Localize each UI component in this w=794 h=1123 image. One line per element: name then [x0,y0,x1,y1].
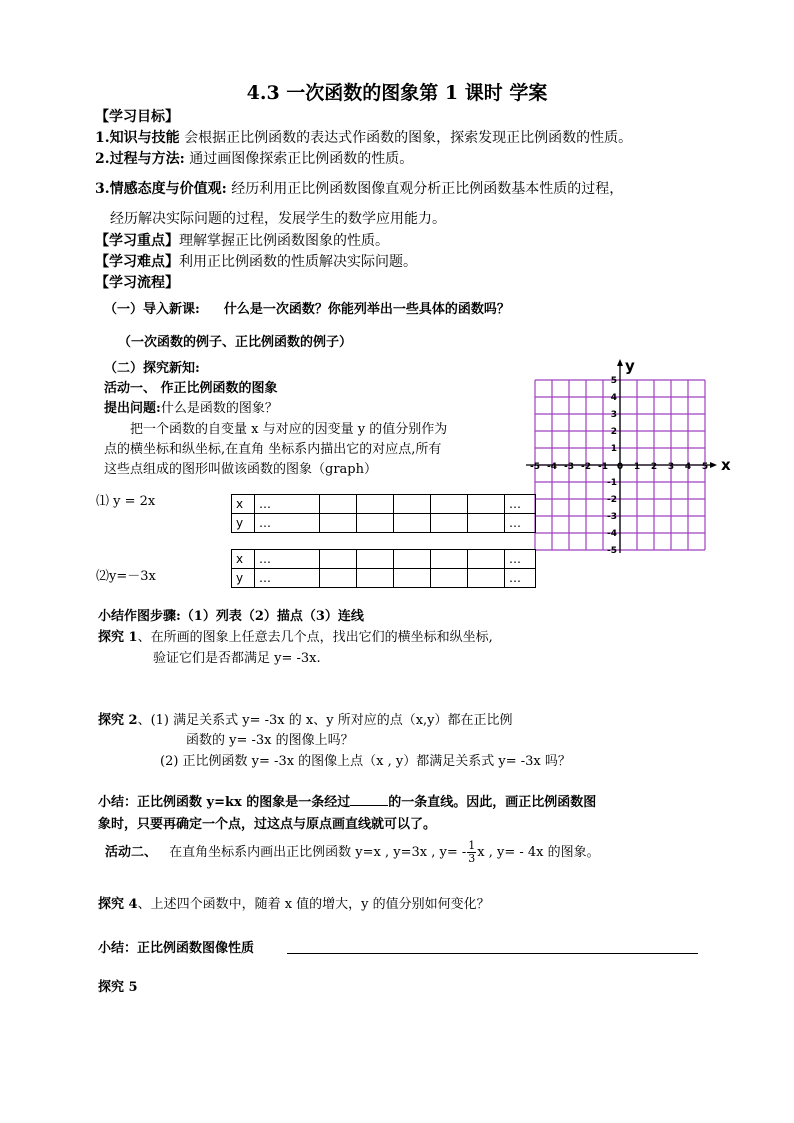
table-row [232,514,536,533]
x-tick-label: -4 [547,462,557,472]
x-tick-label: 1 [633,462,641,472]
y-tick-label: 1 [610,444,617,454]
objective-3-continued: 经历解决实际问题的过程，发展学生的数学应用能力。 [110,211,446,227]
activity-2 [105,840,600,866]
x-tick-label: 3 [667,462,675,472]
value-table-1 [231,494,536,533]
y-axis-arrow [617,359,623,366]
activity-2-label: 活动二、 [105,845,158,860]
page-title: 4.3 一次函数的图象第 1 课时 学案 [246,82,548,104]
objective-3-text: 经历利用正比例函数图像直观分析正比例函数基本性质的过程， [226,181,624,197]
table-cell[interactable] [320,569,357,588]
table-cell[interactable] [468,569,505,588]
summary-1-part-1: 小结：正比例函数 y=kx 的图象是一条经过 [98,795,351,810]
table-cell[interactable]: … [505,514,536,533]
value-table-2 [231,549,536,588]
probe-4 [98,893,490,912]
objective-2 [95,148,413,168]
table-cell[interactable] [468,514,505,533]
drawing-steps: 小结作图步骤:（1）列表（2）描点（3）连线 [98,609,364,624]
probe-2-label: 探究 2 [98,713,138,728]
probe-1 [98,626,493,645]
table-cell[interactable]: … [255,550,320,569]
table-cell[interactable] [431,569,468,588]
table-row [232,495,536,514]
table-cell[interactable] [357,495,394,514]
y-tick-label: 5 [610,376,617,386]
table-cell[interactable] [468,550,505,569]
y-tick-label: 3 [610,410,617,420]
question-label: 提出问题: [104,401,161,416]
answer-blank[interactable] [350,793,388,806]
difficulty-label: 【学习难点】 [95,254,179,270]
table-cell[interactable]: … [255,569,320,588]
y-tick-label: -4 [607,529,617,539]
probe-1-line-2: 验证它们是否都满足 y= -3x. [153,651,321,666]
objective-1-label: 1.知识与技能 [95,130,180,146]
x-tick-label: -1 [598,462,608,472]
y-tick-label: 2 [610,427,617,437]
probe-1-line-1: 、在所画的图象上任意去几个点，找出它们的横坐标和纵坐标, [137,630,493,645]
table-2-label: ⑵y=－3x [96,569,156,584]
table-cell[interactable] [431,495,468,514]
activity-2-text-1: 在直角坐标系内画出正比例函数 y=x , y=3x , y= - [169,845,467,860]
table-cell[interactable] [320,550,357,569]
table-row [232,569,536,588]
summary-1-line-2: 象时，只要再确定一个点，过这点与原点画直线就可以了。 [98,817,437,832]
table-cell[interactable]: … [505,569,536,588]
definition-line-3: 这些点组成的图形叫做该函数的图象（graph） [104,462,377,477]
keypoint-text: 理解掌握正比例函数图象的性质。 [179,233,389,249]
intro-line [104,298,510,317]
x-axis-label: x [721,456,731,474]
intro-label: （一）导入新课: [104,302,200,317]
summary-1 [98,791,596,810]
table-row-header: x [232,495,255,514]
definition-line-1: 把一个函数的自变量 x 与对应的因变量 y 的值分别作为 [130,422,448,437]
objective-3-label: 3.情感态度与价值观: [95,181,227,197]
x-tick-label: -2 [581,462,591,472]
table-row-header: x [232,550,255,569]
probe-4-text: 、上述四个函数中，随着 x 值的增大，y 的值分别如何变化？ [137,897,490,912]
table-row [232,550,536,569]
objective-1 [95,127,632,147]
table-cell[interactable] [394,569,431,588]
x-tick-label: 5 [701,462,709,472]
fraction-denominator: 3 [468,852,476,865]
fraction-one-third [467,840,476,865]
y-tick-label: -2 [607,495,617,505]
summary-1-part-2: 的一条直线。因此，画正比例函数图 [388,795,597,810]
intro-examples: （一次函数的例子、正比例函数的例子） [118,335,353,350]
keypoint-label: 【学习重点】 [95,233,179,249]
table-cell[interactable] [320,495,357,514]
table-cell[interactable] [431,514,468,533]
table-cell[interactable]: … [255,514,320,533]
objective-2-label: 2.过程与方法: [95,151,185,167]
probe-2-line-1: 、(1) 满足关系式 y= -3x 的 x、y 所对应的点（x,y）都在正比例 [137,713,513,728]
process-heading: 【学习流程】 [95,275,179,291]
fraction-numerator: 1 [468,839,476,852]
table-cell[interactable] [357,514,394,533]
coordinate-grid [522,358,732,553]
table-cell[interactable] [394,550,431,569]
objective-1-text: 会根据正比例函数的表达式作函数的图象，探索发现正比例函数的性质。 [179,130,633,146]
table-cell[interactable] [320,514,357,533]
objective-3 [95,178,623,198]
table-cell[interactable] [431,550,468,569]
probe-2 [98,709,513,728]
table-cell[interactable]: … [255,495,320,514]
table-cell[interactable]: … [505,495,536,514]
x-tick-label: 2 [650,462,658,472]
x-tick-label: -5 [530,462,540,472]
difficulty [95,251,417,271]
table-cell[interactable] [357,550,394,569]
x-tick-label: 4 [684,462,692,472]
table-cell[interactable] [394,495,431,514]
question-text: 什么是函数的图象？ [160,401,278,416]
y-axis-label: y [625,358,635,375]
probe-2-line-2: 函数的 y= -3x 的图像上吗？ [186,733,354,748]
x-tick-label: -3 [564,462,574,472]
x-tick-label: 0 [616,462,624,472]
difficulty-text: 利用正比例函数的性质解决实际问题。 [179,254,417,270]
probe-5: 探究 5 [98,980,138,995]
intro-question: 什么是一次函数？你能列举出一些具体的函数吗？ [223,302,510,317]
table-cell[interactable]: … [505,550,536,569]
probe-4-label: 探究 4 [98,897,138,912]
summary-2: 小结：正比例函数图像性质 [98,941,255,956]
table-cell[interactable] [468,495,505,514]
activity-2-text-2: x , y= - 4x 的图象。 [477,845,600,860]
table-cell[interactable] [394,514,431,533]
table-cell[interactable] [357,569,394,588]
table-1-label: ⑴ y = 2x [96,494,156,509]
table-row-header: y [232,569,255,588]
definition-line-2: 点的横坐标和纵坐标,在直角 坐标系内描出它的对应点,所有 [104,442,442,457]
y-tick-label: -3 [607,512,617,522]
probe-2-line-3: (2) 正比例函数 y= -3x 的图像上点（x , y）都满足关系式 y= -3x 吗？ [160,754,571,769]
summary-2-answer-line[interactable] [287,953,698,954]
y-tick-label: 4 [610,393,617,403]
y-tick-label: -1 [607,478,617,488]
question-line [104,397,278,416]
explore-label: （二）探究新知: [104,361,200,376]
probe-1-label: 探究 1 [98,630,138,645]
activity-1-title: 活动一、 作正比例函数的图象 [104,381,278,396]
y-tick-label: -5 [607,546,617,553]
table-row-header: y [232,514,255,533]
objectives-heading: 【学习目标】 [95,109,179,125]
objective-2-text: 通过画图像探索正比例函数的性质。 [184,151,414,167]
x-axis-arrow [710,462,717,468]
keypoint [95,230,389,250]
